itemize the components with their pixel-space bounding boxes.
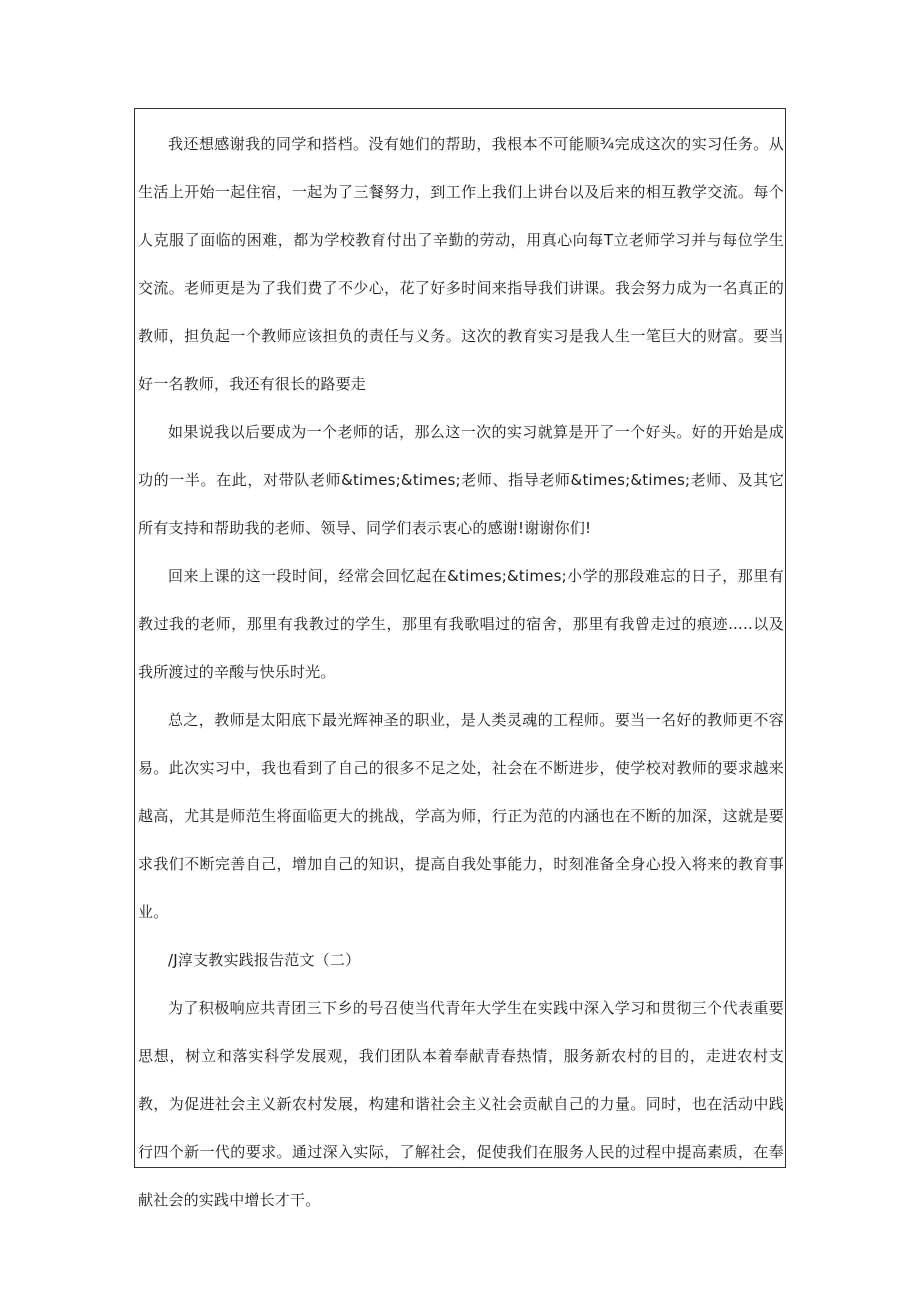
paragraph-memories: 回来上课的这一段时间，经常会回忆起在&times;&times;小学的那段难忘的日子，那里有教过我的老师，那里有我教过的学生，那里有我歌唱过的宿舍，那里有我曾走过的痕迹.....以及我所渡过的辛酸与快乐时光。	[138, 567, 784, 681]
paragraph-good-start: 如果说我以后要成为一个老师的话，那么这一次的实习就算是开了一个好头。好的开始是成功的一半。在此，对带队老师&times;&times;老师、指导老师&times;&times;老师、及其它所有支持和帮助我的老师、领导、同学们表示衷心的感谢!谢谢你们!	[138, 423, 784, 537]
section-heading: /J淳支教实践报告范文（二）	[168, 951, 361, 969]
document-frame	[134, 108, 786, 1209]
document-body	[138, 120, 784, 1224]
paragraph-conclusion: 总之，教师是太阳底下最光辉神圣的职业，是人类灵魂的工程师。要当一名好的教师更不容易。此次实习中，我也看到了自己的很多不足之处，社会在不断进步，使学校对教师的要求越来越高，尤其是师范生将面临更大的挑战，学高为师，行正为范的内涵也在不断的加深，这就是要求我们不断完善自己，增加自己的知识，提高自我处事能力，时刻准备全身心投入将来的教育事业。	[138, 711, 784, 921]
paragraph-thanks-classmates: 我还想感谢我的同学和搭档。没有她们的帮助，我根本不可能顺¾完成这次的实习任务。从生活上开始一起住宿，一起为了三餐努力，到工作上我们上讲台以及后来的相互教学交流。每个人克服了面临的困难，都为学校教育付出了辛勤的劳动，用真心向每T立老师学习并与每位学生交流。老师更是为了我们费了不少心，花了好多时间来指导我们讲课。我会努力成为一名真正的教师，担负起一个教师应该担负的责任与义务。这次的教育实习是我人生一笔巨大的财富。要当好一名教师，我还有很长的路要走	[138, 135, 784, 393]
paragraph-rural-teaching: 为了积极响应共青团三下乡的号召使当代青年大学生在实践中深入学习和贯彻三个代表重要思想，树立和落实科学发展观，我们团队本着奉献青春热情，服务新农村的目的，走进农村支教，为促进社会主义新农村发展，构建和谐社会主义社会贡献自己的力量。同时，也在活动中践行四个新一代的要求。通过深入实际，了解社会，促使我们在服务人民的过程中提高素质，在奉献社会的实践中增长才干。	[138, 999, 784, 1209]
